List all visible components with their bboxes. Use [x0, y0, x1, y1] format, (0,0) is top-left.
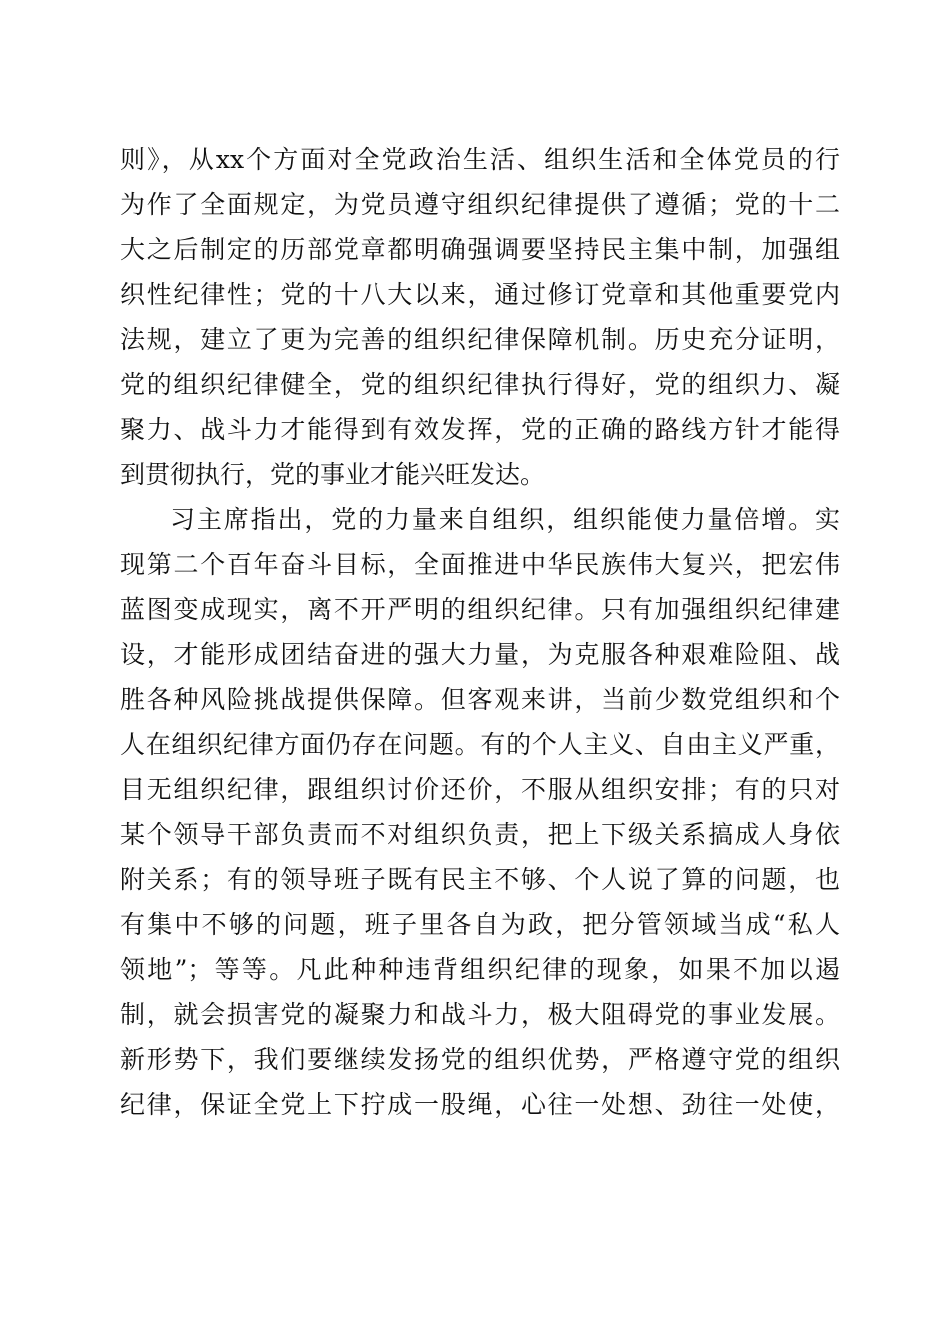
paragraph-2-line-8: 某个领导干部负责而不对组织负责，把上下级关系搞成人身依	[120, 820, 840, 849]
paragraph-1-line-3: 大之后制定的历部党章都明确强调要坚持民主集中制，加强组	[120, 235, 840, 264]
paragraph-2-line-6: 人在组织纪律方面仍存在问题。有的个人主义、自由主义严重，	[120, 730, 840, 759]
paragraph-1-line-1: 则》，从xx个方面对全党政治生活、组织生活和全体党员的行	[120, 145, 840, 174]
paragraph-2-line-5: 胜各种风险挑战提供保障。但客观来讲，当前少数党组织和个	[120, 685, 840, 714]
paragraph-1-line-4: 织性纪律性；党的十八大以来，通过修订党章和其他重要党内	[120, 280, 840, 309]
paragraph-2-line-9: 附关系；有的领导班子既有民主不够、个人说了算的问题，也	[120, 865, 840, 894]
paragraph-1-line-7: 聚力、战斗力才能得到有效发挥，党的正确的路线方针才能得	[120, 415, 840, 444]
paragraph-2-line-10: 有集中不够的问题，班子里各自为政，把分管领域当成“私人	[120, 910, 840, 939]
paragraph-2-line-3: 蓝图变成现实，离不开严明的组织纪律。只有加强组织纪律建	[120, 595, 840, 624]
paragraph-2-line-2: 现第二个百年奋斗目标，全面推进中华民族伟大复兴，把宏伟	[120, 550, 840, 579]
paragraph-2-line-13: 新形势下，我们要继续发扬党的组织优势，严格遵守党的组织	[120, 1045, 840, 1074]
paragraph-2-line-1: 习主席指出，党的力量来自组织，组织能使力量倍增。实	[170, 505, 840, 534]
paragraph-1-line-8: 到贯彻执行，党的事业才能兴旺发达。	[120, 460, 546, 489]
paragraph-2-line-12: 制，就会损害党的凝聚力和战斗力，极大阻碍党的事业发展。	[120, 1000, 840, 1029]
paragraph-1-line-6: 党的组织纪律健全，党的组织纪律执行得好，党的组织力、凝	[120, 370, 840, 399]
paragraph-2-line-11: 领地”；等等。凡此种种违背组织纪律的现象，如果不加以遏	[120, 955, 840, 984]
paragraph-2-line-4: 设，才能形成团结奋进的强大力量，为克服各种艰难险阻、战	[120, 640, 840, 669]
paragraph-2-line-7: 目无组织纪律，跟组织讨价还价，不服从组织安排；有的只对	[120, 775, 840, 804]
paragraph-2-line-14: 纪律，保证全党上下拧成一股绳，心往一处想、劲往一处使，	[120, 1090, 840, 1119]
paragraph-1-line-5: 法规，建立了更为完善的组织纪律保障机制。历史充分证明，	[120, 325, 840, 354]
paragraph-1-line-2: 为作了全面规定，为党员遵守组织纪律提供了遵循；党的十二	[120, 190, 840, 219]
